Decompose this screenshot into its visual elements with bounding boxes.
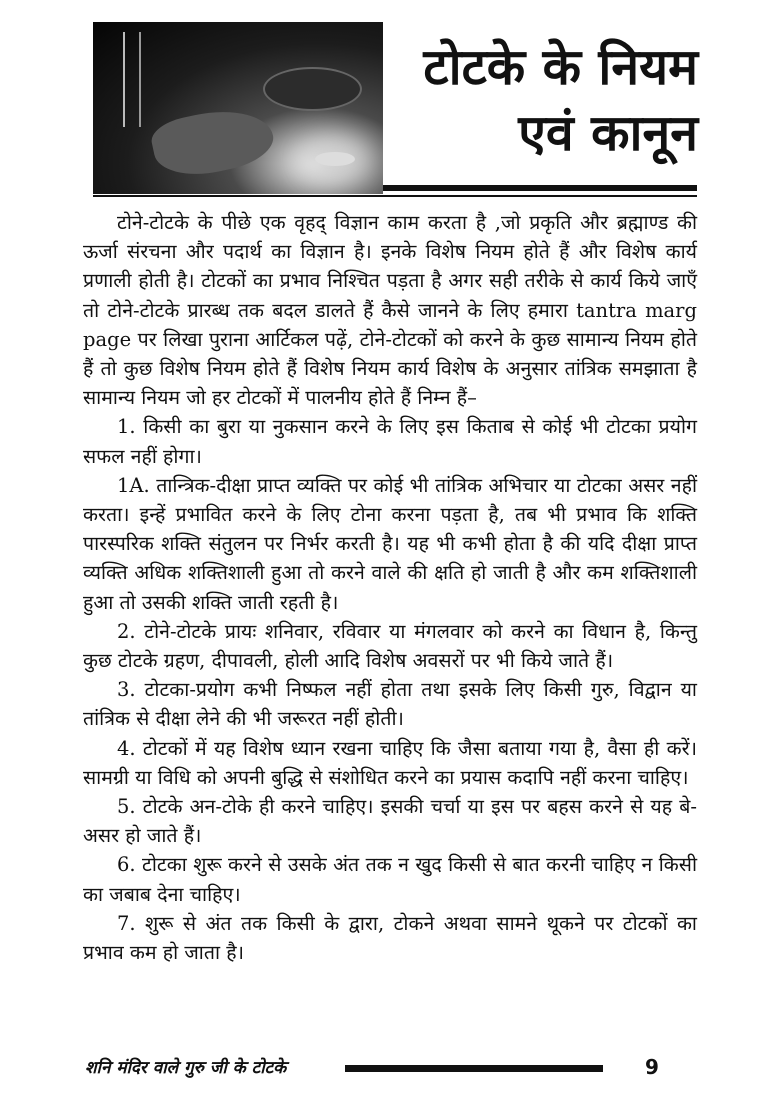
- page-title: [423, 34, 698, 166]
- title-line-1: टोटके के नियम: [423, 38, 698, 96]
- rule-3: 3. टोटका-प्रयोग कभी निष्फल नहीं होता तथा इसके लिए किसी गुरु, विद्वान या तांत्रिक से दीक्षा लेने की भी जरूरत नहीं होती।: [83, 678, 697, 731]
- title-rule-thick: [383, 185, 697, 191]
- title-rule-thin: [93, 195, 697, 197]
- rule-2: 2. टोने-टोटके प्रायः शनिवार, रविवार या मंगलवार को करने का विधान है, किन्तु कुछ टोटके ग्रहण, दीपावली, होली आदि विशेष अवसरों पर भी किये जाते हैं।: [83, 619, 697, 673]
- rule-1: 1. किसी का बुरा या नुकसान करने के लिए इस किताब से कोई भी टोटका प्रयोग सफल नहीं होगा।: [83, 415, 697, 468]
- rule-6: 6. टोटका शुरू करने से उसके अंत तक न खुद किसी से बात करनी चाहिए न किसी का जबाब देना चाहिए।: [83, 853, 697, 906]
- rule-1a: 1A. तान्त्रिक-दीक्षा प्राप्त व्यक्ति पर कोई भी तांत्रिक अभिचार या टोटका असर नहीं करता। इन्हें प्रभावित करने के लिए टोना करना पड़ता है, तब भी प्रभाव कि शक्ति पारस्परिक शक्ति संतुलन पर निर्भर करती है। यह भी कभी होता है की यदि दीक्षा प्राप्त व्यक्ति अधिक शक्तिशाली हुआ तो करने वाले की क्षति हो जाती है और कम शक्तिशाली हुआ तो उसकी शक्ति जाती रहती है।: [83, 473, 697, 614]
- intro-paragraph: टोने-टोटके के पीछे एक वृहद् विज्ञान काम करता है ,जो प्रकृति और ब्रह्माण्ड की ऊर्जा संरचना और पदार्थ का विज्ञान है। इनके विशेष नियम होते हैं और विशेष कार्य प्रणाली होती है। टोटकों का प्रभाव निश्चित पड़ता है अगर सही तरीके से कार्य किये जाएँ तो टोने-टोटके प्रारब्ध तक बदल डालते हैं कैसे जानने के लिए हमारा tantra marg page पर लिखा पुराना आर्टिकल पढ़ें, टोने-टोटकों को करने के कुछ सामान्य नियम होते हैं तो कुछ विशेष नियम होते हैं विशेष नियम कार्य विशेष के अनुसार तांत्रिक समझाता है सामान्य नियम जो हर टोटकों में पालनीय होते हैं निम्न हैं–: [83, 211, 697, 410]
- rule-7: 7. शुरू से अंत तक किसी के द्वारा, टोकने अथवा सामने थूकने पर टोटकों का प्रभाव कम हो जाता है।: [83, 911, 697, 965]
- rule-5: 5. टोटके अन-टोके ही करने चाहिए। इसकी चर्चा या इस पर बहस करने से यह बे-असर हो जाते हैं।: [83, 795, 697, 848]
- article-body: [83, 208, 697, 967]
- page-number: 9: [645, 1055, 659, 1079]
- lamp-glow: [315, 152, 355, 166]
- header-photo: [93, 22, 383, 194]
- footer-rule: [345, 1065, 603, 1072]
- rule-4: 4. टोटकों में यह विशेष ध्यान रखना चाहिए कि जैसा बताया गया है, वैसा ही करें। सामग्री या विधि को अपनी बुद्धि से संशोधित करने का प्रयास कदापि नहीं करना चाहिए।: [83, 736, 697, 789]
- footer-book-title: शनि मंदिर वाले गुरु जी के टोटके: [85, 1058, 287, 1078]
- title-line-2: एवं कानून: [518, 104, 698, 162]
- cloth-shape: [148, 100, 278, 184]
- bowl-shape: [263, 67, 362, 111]
- incense-sticks: [123, 32, 141, 127]
